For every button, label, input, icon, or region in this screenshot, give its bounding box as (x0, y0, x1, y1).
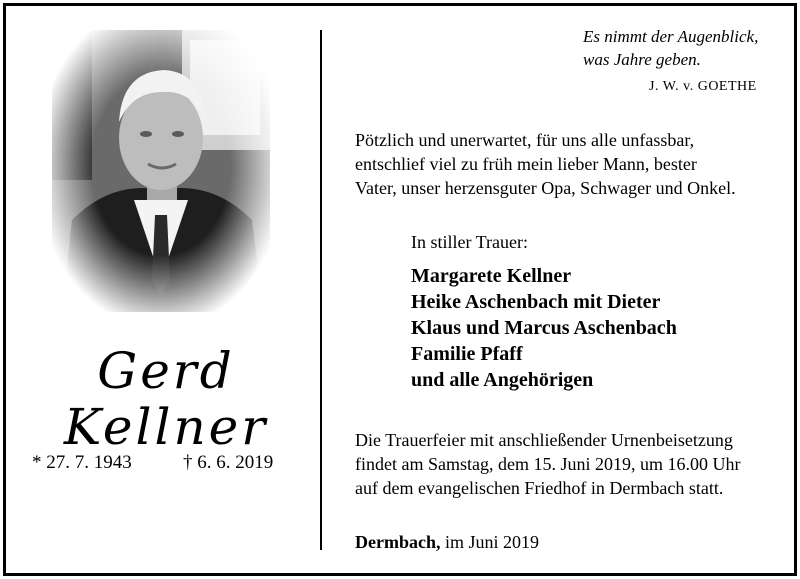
funeral-info (355, 428, 775, 500)
funeral-line-3: auf dem evangelischen Friedhof in Dermbach statt. (355, 478, 724, 498)
place-date (355, 532, 539, 553)
quote (583, 25, 758, 71)
date: im Juni 2019 (444, 532, 539, 552)
funeral-line-2: findet am Samstag, dem 15. Juni 2019, um 16.00 Uhr (355, 454, 741, 474)
quote-author: J. W. v. GOETHE (649, 79, 757, 94)
mourner-name: Familie Pfaff (411, 343, 523, 365)
quote-line-2: was Jahre geben. (583, 50, 701, 69)
deceased-last-name: Kellner (63, 398, 269, 456)
message-line-3: Vater, unser herzensguter Opa, Schwager und Onkel. (355, 178, 736, 198)
mourner-name: Klaus und Marcus Aschenbach (411, 317, 677, 339)
mourner-name: Margarete Kellner (411, 265, 572, 287)
death-date: † 6. 6. 2019 (183, 452, 274, 473)
quote-line-1: Es nimmt der Augenblick, (583, 27, 759, 46)
message-line-2: entschlief viel zu früh mein lieber Mann, bester (355, 154, 697, 174)
obituary-message (355, 128, 775, 200)
mourner-name: Heike Aschenbach mit Dieter (411, 291, 661, 313)
mourning-intro: In stiller Trauer: (411, 232, 528, 252)
birth-date: * 27. 7. 1943 (32, 452, 132, 473)
vertical-divider (320, 30, 322, 550)
deceased-first-name: Gerd (97, 342, 235, 400)
place: Dermbach, (355, 532, 441, 552)
portrait-photo (52, 30, 270, 312)
mourner-name: und alle Angehörigen (411, 369, 594, 391)
mourners-list (411, 263, 677, 393)
message-line-1: Pötzlich und unerwartet, für uns alle unfassbar, (355, 130, 695, 150)
funeral-line-1: Die Trauerfeier mit anschließender Urnenbeisetzung (355, 430, 733, 450)
